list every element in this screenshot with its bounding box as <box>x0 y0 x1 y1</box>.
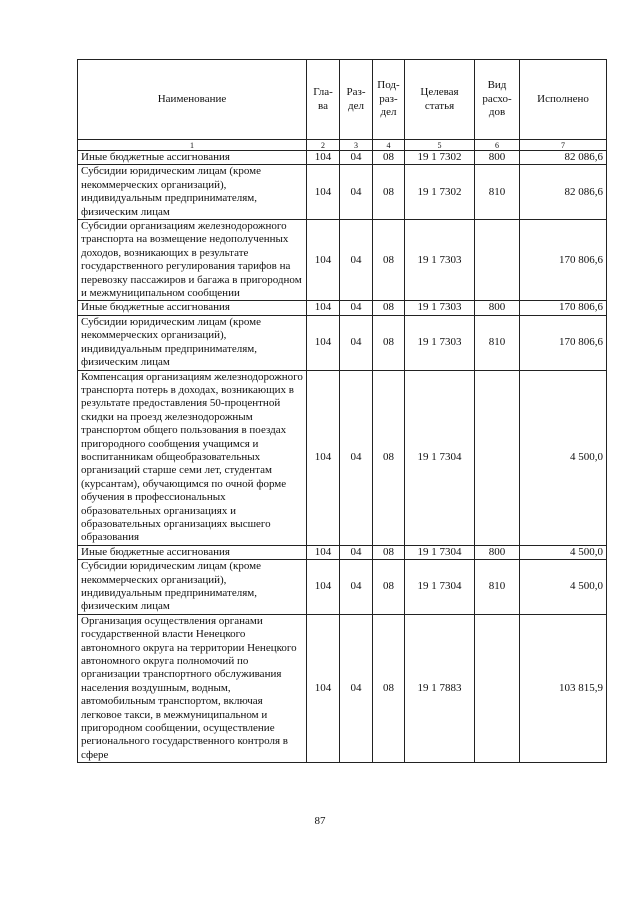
column-number: 5 <box>405 140 475 151</box>
cell-amount: 170 806,6 <box>520 220 607 301</box>
header-amount: Исполнено <box>520 60 607 140</box>
table-row <box>78 151 607 165</box>
cell-amount: 4 500,0 <box>520 545 607 559</box>
cell-name: Организация осуществления органами государственной власти Ненецкого автономного округа на территории Ненецкого автономного округа полномочий по организации транспортного обслуживания населения воздушным, водным, автомобильным транспортом, включая легковое такси, в межмуниципальном и пригородном сообщении, осуществление регионального государственного контроля в сфере <box>78 614 307 762</box>
cell-vid: 800 <box>475 301 520 315</box>
cell-statya: 19 1 7302 <box>405 151 475 165</box>
header-podrazdel: Под- раз- дел <box>373 60 405 140</box>
cell-name: Субсидии организациям железнодорожного транспорта на возмещение недополученных доходов, возникающих в результате государственного регулирования тарифов на перевозку пассажиров и багажа в пригородном и межмуниципальном сообщении <box>78 220 307 301</box>
cell-statya: 19 1 7302 <box>405 165 475 220</box>
cell-vid <box>475 370 520 545</box>
cell-name: Иные бюджетные ассигнования <box>78 301 307 315</box>
cell-statya: 19 1 7304 <box>405 560 475 615</box>
cell-podrazdel: 08 <box>373 301 405 315</box>
cell-name: Субсидии юридическим лицам (кроме некоммерческих организаций), индивидуальным предпринимателям, физическим лицам <box>78 315 307 370</box>
cell-statya: 19 1 7304 <box>405 370 475 545</box>
cell-glava: 104 <box>307 315 340 370</box>
table-row <box>78 560 607 615</box>
cell-razdel: 04 <box>340 220 373 301</box>
cell-podrazdel: 08 <box>373 151 405 165</box>
cell-vid <box>475 614 520 762</box>
cell-glava: 104 <box>307 614 340 762</box>
cell-vid: 800 <box>475 151 520 165</box>
table-row <box>78 614 607 762</box>
cell-razdel: 04 <box>340 560 373 615</box>
table-row <box>78 315 607 370</box>
cell-glava: 104 <box>307 220 340 301</box>
cell-glava: 104 <box>307 301 340 315</box>
cell-razdel: 04 <box>340 301 373 315</box>
cell-vid <box>475 220 520 301</box>
cell-name: Субсидии юридическим лицам (кроме некоммерческих организаций), индивидуальным предпринимателям, физическим лицам <box>78 560 307 615</box>
cell-razdel: 04 <box>340 614 373 762</box>
cell-statya: 19 1 7304 <box>405 545 475 559</box>
table-row <box>78 545 607 559</box>
cell-statya: 19 1 7303 <box>405 315 475 370</box>
cell-vid: 810 <box>475 315 520 370</box>
budget-table <box>77 59 607 763</box>
header-vid: Вид расхо- дов <box>475 60 520 140</box>
column-number: 1 <box>78 140 307 151</box>
table-row <box>78 165 607 220</box>
cell-statya: 19 1 7303 <box>405 220 475 301</box>
cell-podrazdel: 08 <box>373 165 405 220</box>
cell-razdel: 04 <box>340 370 373 545</box>
column-number: 2 <box>307 140 340 151</box>
cell-glava: 104 <box>307 560 340 615</box>
cell-razdel: 04 <box>340 151 373 165</box>
table-row <box>78 370 607 545</box>
cell-podrazdel: 08 <box>373 614 405 762</box>
cell-vid: 800 <box>475 545 520 559</box>
cell-glava: 104 <box>307 545 340 559</box>
header-glava: Гла- ва <box>307 60 340 140</box>
cell-amount: 170 806,6 <box>520 301 607 315</box>
cell-name: Иные бюджетные ассигнования <box>78 151 307 165</box>
cell-name: Компенсация организациям железнодорожного транспорта потерь в доходах, возникающих в результате предоставления 50-процентной скидки на проезд железнодорожным транспортом общего пользования в поездах пригородного сообщения учащимся и воспитанникам общеобразовательных организаций старше семи лет, студентам (курсантам), обучающимся по очной форме обучения в профессиональных образовательных организациях и образовательных организациях высшего образования <box>78 370 307 545</box>
cell-vid: 810 <box>475 560 520 615</box>
cell-glava: 104 <box>307 151 340 165</box>
column-number: 6 <box>475 140 520 151</box>
cell-podrazdel: 08 <box>373 315 405 370</box>
cell-amount: 4 500,0 <box>520 560 607 615</box>
cell-statya: 19 1 7883 <box>405 614 475 762</box>
cell-statya: 19 1 7303 <box>405 301 475 315</box>
header-statya: Целевая статья <box>405 60 475 140</box>
table-row <box>78 301 607 315</box>
cell-podrazdel: 08 <box>373 545 405 559</box>
cell-razdel: 04 <box>340 545 373 559</box>
column-number: 4 <box>373 140 405 151</box>
cell-glava: 104 <box>307 370 340 545</box>
cell-podrazdel: 08 <box>373 560 405 615</box>
cell-podrazdel: 08 <box>373 220 405 301</box>
column-number: 7 <box>520 140 607 151</box>
column-number: 3 <box>340 140 373 151</box>
table-row <box>78 220 607 301</box>
table-body <box>78 151 607 763</box>
header-name: Наименование <box>78 60 307 140</box>
cell-name: Иные бюджетные ассигнования <box>78 545 307 559</box>
cell-amount: 82 086,6 <box>520 151 607 165</box>
cell-amount: 103 815,9 <box>520 614 607 762</box>
header-razdel: Раз- дел <box>340 60 373 140</box>
cell-amount: 170 806,6 <box>520 315 607 370</box>
cell-glava: 104 <box>307 165 340 220</box>
cell-podrazdel: 08 <box>373 370 405 545</box>
cell-name: Субсидии юридическим лицам (кроме некоммерческих организаций), индивидуальным предпринимателям, физическим лицам <box>78 165 307 220</box>
cell-amount: 82 086,6 <box>520 165 607 220</box>
cell-razdel: 04 <box>340 165 373 220</box>
header-row <box>78 60 607 140</box>
cell-vid: 810 <box>475 165 520 220</box>
column-number-row <box>78 140 607 151</box>
page-number: 87 <box>314 815 326 827</box>
cell-razdel: 04 <box>340 315 373 370</box>
cell-amount: 4 500,0 <box>520 370 607 545</box>
